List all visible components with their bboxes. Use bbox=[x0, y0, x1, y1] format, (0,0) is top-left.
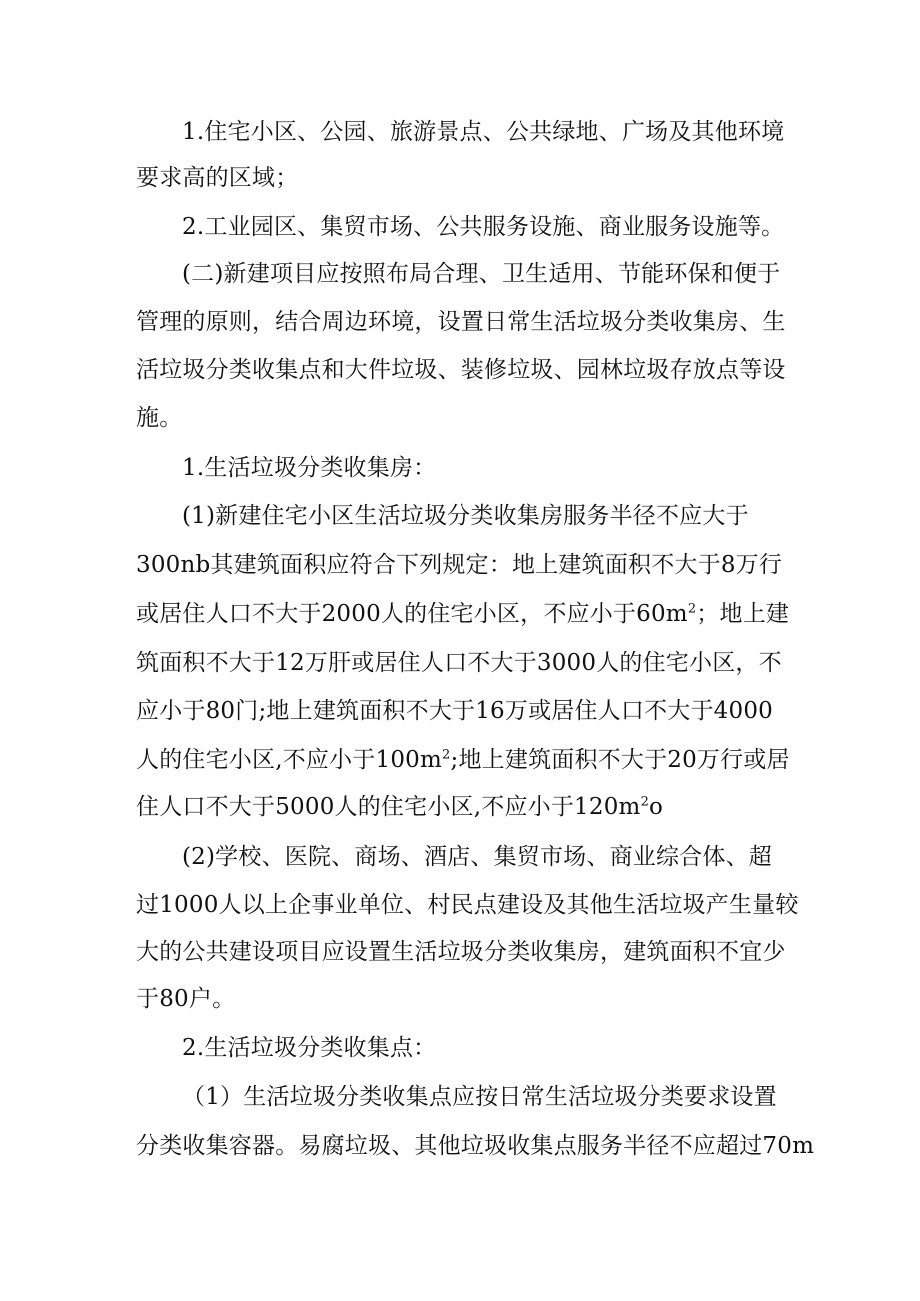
paragraph-line: 300nb其建筑面积应符合下列规定：地上建筑面积不大于8万行 bbox=[136, 552, 783, 578]
text-run: ；地上建 bbox=[696, 601, 790, 627]
paragraph-line: 分类收集容器。易腐垃圾、其他垃圾收集点服务半径不应超过70m bbox=[136, 1133, 815, 1159]
paragraph-line: 于80户。 bbox=[136, 986, 236, 1012]
paragraph-line: (二)新建项目应按照布局合理、卫生适用、节能环保和便于 bbox=[182, 261, 781, 287]
paragraph-line: (2)学校、医院、商场、酒店、集贸市场、商业综合体、超 bbox=[182, 844, 772, 870]
superscript: 2 bbox=[442, 747, 451, 763]
text-run: ;地上建筑面积不大于20万行或居 bbox=[450, 747, 790, 773]
paragraph-line: 应小于80门;地上建筑面积不大于16万或居住人口不大于4000 bbox=[136, 698, 774, 724]
paragraph-line: 要求高的区域； bbox=[136, 165, 299, 191]
paragraph-line: 1.住宅小区、公园、旅游景点、公共绿地、广场及其他环境 bbox=[182, 119, 785, 145]
paragraph-line: 活垃圾分类收集点和大件垃圾、装修垃圾、园林垃圾存放点等设 bbox=[136, 357, 786, 383]
paragraph-line: 2.工业园区、集贸市场、公共服务设施、商业服务设施等。 bbox=[182, 214, 785, 240]
superscript: 2 bbox=[687, 601, 697, 617]
section-heading: 2.生活垃圾分类收集点： bbox=[182, 1035, 437, 1061]
text-run: o bbox=[649, 794, 664, 820]
paragraph-line bbox=[136, 745, 790, 775]
paragraph-line: (1)新建住宅小区生活垃圾分类收集房服务半径不应大于 bbox=[182, 503, 749, 529]
paragraph-line: 施。 bbox=[136, 405, 183, 431]
paragraph-line: 大的公共建设项目应设置生活垃圾分类收集房，建筑面积不宜少 bbox=[136, 939, 786, 965]
paragraph-line: 管理的原则，结合周边环境，设置日常生活垃圾分类收集房、生 bbox=[136, 309, 786, 335]
paragraph-line: （1）生活垃圾分类收集点应按日常生活垃圾分类要求设置 bbox=[182, 1084, 777, 1110]
paragraph-line: 筑面积不大于12万肝或居住人口不大于3000人的住宅小区，不 bbox=[136, 650, 782, 676]
paragraph-line bbox=[136, 792, 663, 822]
section-heading: 1.生活垃圾分类收集房： bbox=[182, 455, 437, 481]
text-run: 住人口不大于5000人的住宅小区,不应小于120m bbox=[136, 794, 641, 820]
paragraph-line bbox=[136, 599, 789, 629]
text-run: 或居住人口不大于2000人的住宅小区，不应小于60m bbox=[136, 601, 688, 627]
superscript: 2 bbox=[640, 794, 650, 810]
paragraph-line: 过1000人以上企事业单位、村民点建设及其他生活垃圾产生量较 bbox=[136, 892, 799, 918]
text-run: 人的住宅小区,不应小于100m bbox=[136, 747, 443, 773]
